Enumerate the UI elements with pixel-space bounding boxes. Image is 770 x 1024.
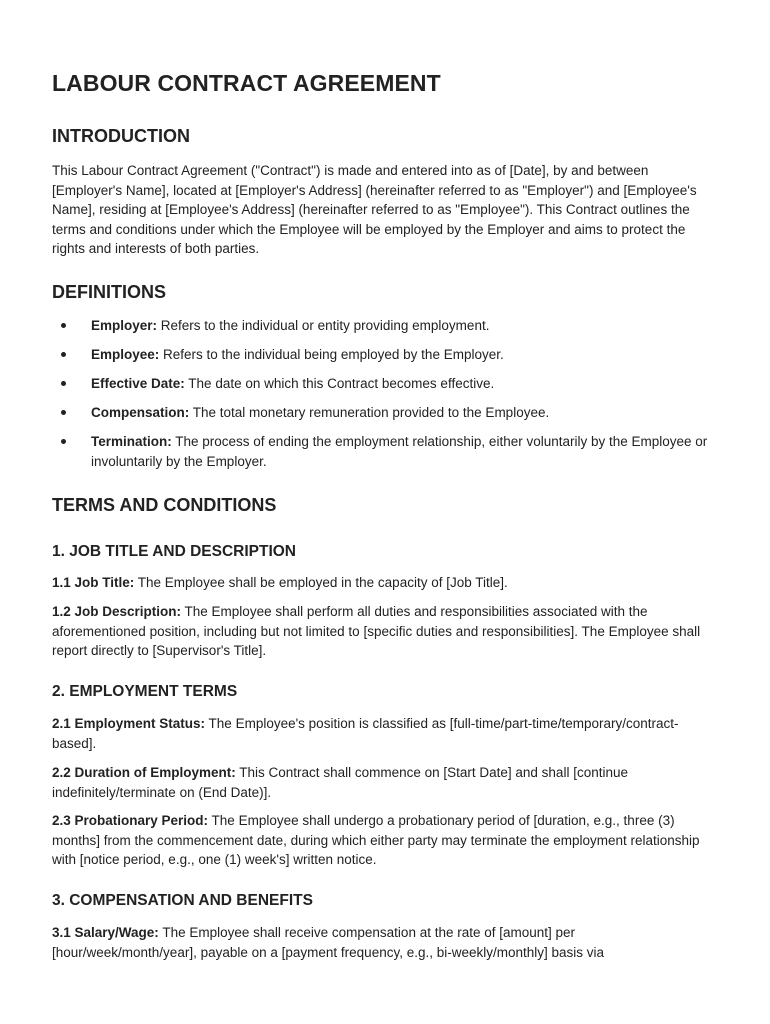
definition-term: Compensation:: [91, 405, 190, 420]
clause-2-1: [52, 714, 722, 753]
document-title: LABOUR CONTRACT AGREEMENT: [52, 70, 441, 96]
clause-text: The Employee shall be employed in the capacity of [Job Title].: [134, 575, 508, 590]
clause-3-1: [52, 923, 722, 962]
clause-text: The Employee shall receive compensation at the rate of [amount] per [hour/week/month/year], payable on a [payment frequency, e.g., bi-weekly/monthly] basis via: [52, 925, 605, 960]
clause-label: 2.2 Duration of Employment:: [52, 765, 236, 780]
bullet-icon: [61, 352, 66, 357]
clause-text: The Employee shall undergo a probationary period of [duration, e.g., three (3) months] from the commencement date, during which either party may terminate the employment relationship with [notice period, e.g., one (1) week's] written notice.: [52, 813, 700, 867]
clause-1-1: [52, 573, 722, 593]
section-heading-compensation: 3. COMPENSATION AND BENEFITS: [52, 892, 313, 909]
definition-term: Employer:: [91, 318, 158, 333]
definition-item: [52, 374, 722, 394]
definition-text: The date on which this Contract becomes effective.: [184, 376, 495, 391]
clause-label: 1.1 Job Title:: [52, 575, 135, 590]
definition-term: Effective Date:: [91, 376, 185, 391]
clause-text: The Employee shall perform all duties and responsibilities associated with the aforementioned position, including but not limited to [specific duties and responsibilities]. The Employee shall report directly to [Supervisor's Title].: [52, 604, 701, 658]
clause-text: This Contract shall commence on [Start Date] and shall [continue indefinitely/terminate on (End Date)].: [52, 765, 628, 800]
definitions-list: [52, 316, 722, 481]
definition-term: Termination:: [91, 434, 172, 449]
section-heading-employment-terms: 2. EMPLOYMENT TERMS: [52, 683, 238, 700]
clause-label: 1.2 Job Description:: [52, 604, 182, 619]
clause-label: 2.3 Probationary Period:: [52, 813, 209, 828]
bullet-icon: [61, 410, 66, 415]
definition-text: The total monetary remuneration provided to the Employee.: [189, 405, 550, 420]
clause-1-2: [52, 602, 722, 661]
bullet-icon: [61, 381, 66, 386]
bullet-icon: [61, 439, 66, 444]
section-heading-job-title: 1. JOB TITLE AND DESCRIPTION: [52, 543, 297, 560]
definition-item: [52, 316, 722, 336]
definition-text: Refers to the individual or entity providing employment.: [157, 318, 490, 333]
clause-2-2: [52, 763, 722, 802]
definitions-heading: DEFINITIONS: [52, 282, 167, 302]
clause-text: The Employee's position is classified as [full-time/part-time/temporary/contract-based].: [52, 716, 679, 751]
clause-label: 2.1 Employment Status:: [52, 716, 206, 731]
definition-text: Refers to the individual being employed by the Employer.: [159, 347, 504, 362]
definition-item: [52, 345, 722, 365]
definition-item: [52, 432, 722, 471]
introduction-heading: INTRODUCTION: [52, 126, 190, 146]
bullet-icon: [61, 323, 66, 328]
terms-heading: TERMS AND CONDITIONS: [52, 495, 277, 515]
introduction-paragraph: This Labour Contract Agreement ("Contract") is made and entered into as of [Date], by and between [Employer's Name], located at [Employer's Address] (hereinafter referred to as "Employer") and [Employee's Name], residing at [Employee's Address] (hereinafter referred to as "Employee"). This Contract outlines the terms and conditions under which the Employee will be employed by the Employer and aims to protect the rights and interests of both parties.: [52, 163, 697, 256]
clause-label: 3.1 Salary/Wage:: [52, 925, 159, 940]
definition-term: Employee:: [91, 347, 160, 362]
clause-2-3: [52, 811, 722, 870]
definition-item: [52, 403, 722, 423]
definition-text: The process of ending the employment relationship, either voluntarily by the Employee or involuntarily by the Employer.: [91, 434, 708, 469]
